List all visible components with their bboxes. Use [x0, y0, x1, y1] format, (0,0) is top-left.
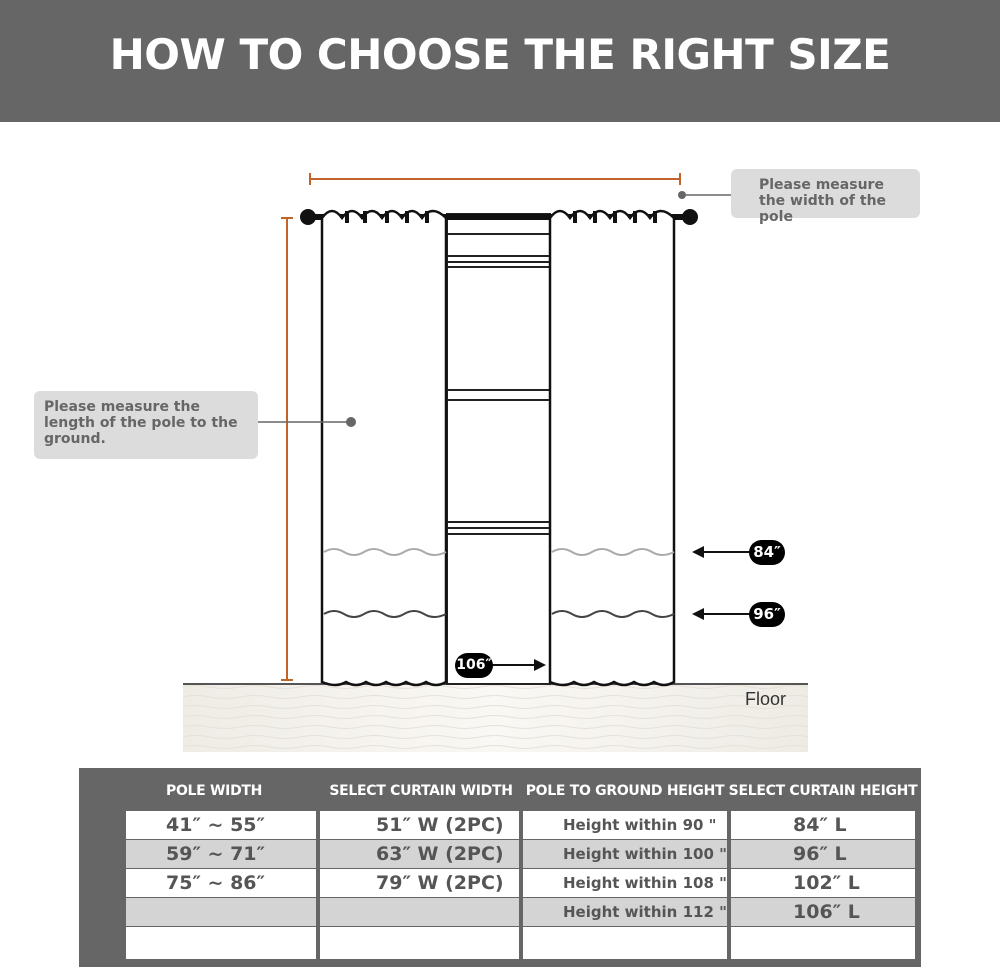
column-curtain-height	[728, 768, 918, 967]
table-cell: Height within 100 "	[523, 840, 727, 868]
curtain-diagram	[0, 122, 1000, 762]
size-table	[79, 768, 921, 967]
width-measure-line	[310, 173, 680, 185]
arrow-106	[490, 659, 546, 671]
header-banner	[0, 0, 1000, 122]
table-cell: Height within 112 "	[523, 898, 727, 926]
header-pole-width: POLE WIDTH	[166, 782, 263, 799]
table-cell: 96″ L	[731, 840, 915, 868]
table-cell: 63″ W (2PC)	[320, 840, 519, 868]
page-title: HOW TO CHOOSE THE RIGHT SIZE	[109, 30, 891, 79]
window-frame	[447, 214, 550, 684]
table-cell: Height within 90 "	[523, 811, 727, 839]
length-measure-line	[281, 218, 293, 680]
table-cell: 59″ ~ 71″	[126, 840, 316, 868]
floor	[183, 684, 808, 752]
table-cell: 75″ ~ 86″	[126, 869, 316, 897]
column-pole-width	[126, 768, 316, 967]
floor-label: Floor	[745, 689, 787, 709]
arrow-84	[692, 546, 750, 558]
header-pole-to-ground: POLE TO GROUND HEIGHT	[525, 782, 725, 799]
table-cell	[523, 927, 727, 959]
table-cell: 106″ L	[731, 898, 915, 926]
header-curtain-width: SELECT CURTAIN WIDTH	[329, 782, 513, 799]
table-cell	[126, 927, 316, 959]
badge-84: 84″	[749, 540, 785, 565]
badge-106: 106″	[455, 653, 493, 678]
left-curtain-panel	[322, 211, 446, 685]
table-cell: 79″ W (2PC)	[320, 869, 519, 897]
header-curtain-height: SELECT CURTAIN HEIGHT	[728, 782, 918, 799]
table-cell: Height within 108 "	[523, 869, 727, 897]
table-cell: 84″ L	[731, 811, 915, 839]
column-curtain-width	[320, 768, 519, 967]
table-cell	[320, 898, 519, 926]
table-cell: 102″ L	[731, 869, 915, 897]
table-cell	[320, 927, 519, 959]
badge-96: 96″	[749, 602, 785, 627]
arrow-96	[692, 608, 750, 620]
table-cell	[126, 898, 316, 926]
right-curtain-panel	[550, 211, 674, 685]
column-pole-to-ground	[523, 768, 727, 967]
table-cell: 41″ ~ 55″	[126, 811, 316, 839]
width-callout-connector	[678, 191, 731, 199]
table-cell: 51″ W (2PC)	[320, 811, 519, 839]
callout-pole-length: Please measure the length of the pole to the ground.	[34, 391, 258, 459]
callout-pole-width: Please measure the width of the pole	[731, 169, 920, 218]
table-cell	[731, 927, 915, 959]
